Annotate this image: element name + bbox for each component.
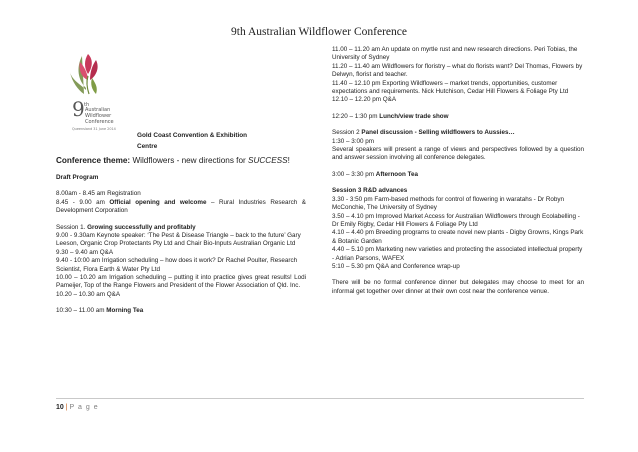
- opening-line: [56, 199, 306, 216]
- session1-title: Growing successfully and profitably: [87, 223, 196, 231]
- session3-item: 4.40 – 5.10 pm Marketing new varieties and protecting the associated intellectual property - Adrian Parsons, WAFEX: [332, 246, 583, 262]
- page-footer: [56, 404, 99, 411]
- session1-item: 9.30 – 9.40 am Q&A: [56, 248, 114, 256]
- session1-item: 10.00 – 10.20 am Irrigation scheduling – putting it into practice gives great results! Lodi Pameijer, Top of the Range Flowers and President of the Flower Association of Qld. Inc.: [56, 274, 306, 290]
- session2-description: Several speakers will present a range of views and perspectives followed by a question and answer session involving all conference delegates.: [332, 146, 584, 162]
- flower-graphic: [70, 54, 98, 94]
- lunch-title: Lunch/view trade show: [379, 112, 449, 120]
- session3-heading: Session 3 R&D advances: [332, 187, 408, 195]
- program-item: 11.20 – 11.40 am Wildflowers for floristry – what do florists want? Del Thomas, Flowers by Delwyn, florist and teacher.: [332, 62, 583, 79]
- session3-item: 3.50 – 4.10 pm Improved Market Access for Australian Wildflowers through Ecolabelling - Dr Emily Rigby, Cedar Hill Flowers & Foliage Pty Ltd: [332, 212, 580, 228]
- conference-theme: [56, 155, 306, 166]
- afternoon-tea-time: 3:00 – 3:30 pm: [332, 170, 376, 178]
- theme-label: Conference theme:: [56, 156, 131, 165]
- lunch-line: [332, 113, 584, 121]
- afternoon-tea-line: [332, 171, 584, 179]
- opening-time: 8.45 - 9.00 am: [56, 198, 110, 206]
- closing-note: There will be no formal conference dinner but delegates may choose to meet for an informal get together over dinner at their own cost near the conference venue.: [332, 279, 584, 295]
- session3-item: 3.30 - 3:50 pm Farm-based methods for control of flowering in waratahs - Dr Robyn McConchie, The University of Sydney: [332, 195, 565, 212]
- opening-title: Official opening and welcome: [109, 198, 207, 206]
- draft-program-heading: Draft Program: [56, 174, 99, 181]
- logo-area: [56, 46, 306, 150]
- afternoon-tea-title: Afternoon Tea: [375, 170, 418, 178]
- session2-title: Panel discussion - Selling wildflowers to Aussies…: [361, 129, 515, 137]
- page-label: P a g e: [69, 404, 99, 411]
- session1-heading: [56, 224, 306, 232]
- theme-end: !: [287, 156, 290, 165]
- conference-logo: [62, 50, 132, 140]
- footer-divider: [56, 398, 584, 399]
- opening-rest: – Rural Industries Research & Development Corporation: [56, 198, 306, 215]
- session2-time: 1:30 – 3:00 pm: [332, 137, 375, 145]
- logo-ordinal: th: [84, 102, 90, 108]
- logo-date: Queensland 31 June 2014: [72, 127, 116, 131]
- program-item: 11.00 – 11.20 am An update on myrtle rust and new research directions. Peri Tobias, the University of Sydney: [332, 46, 578, 62]
- registration-line: 8.00am - 8.45 am Registration: [56, 190, 141, 198]
- session1-item: 10.20 – 10.30 am Q&A: [56, 290, 121, 298]
- left-column: [56, 46, 306, 316]
- program-item: 12.10 – 12.20 pm Q&A: [332, 96, 397, 104]
- theme-text: Wildflowers - new directions for: [130, 156, 249, 165]
- morning-tea-title: Morning Tea: [106, 307, 144, 315]
- session1-item: 9.40 - 10:00 am Irrigation scheduling – how does it work? Dr Rachel Poulter, Research Scientist, Flora Earth & Water Pty Ltd: [56, 257, 298, 273]
- venue-name: Gold Coast Convention & Exhibition Centre: [137, 132, 248, 150]
- logo-line3: Conference: [85, 119, 114, 125]
- session3-item: 4.10 – 4.40 pm Breeding programs to create novel new plants - Digby Growns, Kings Park & Botanic Garden: [332, 229, 584, 245]
- footer-separator: |: [65, 404, 68, 411]
- session1-label: Session 1.: [56, 223, 88, 231]
- page-number: 10: [56, 404, 64, 411]
- logo-numeral: 9: [72, 97, 85, 121]
- logo-line1: Australian: [85, 107, 111, 113]
- morning-tea-line: [56, 307, 306, 315]
- session1-item: 9.00 - 9.30am Keynote speaker: ‘The Pest & Disease Triangle – back to the future’ Gary Leeson, Organic Crop Protectants Pty Ltd and Chair Bio-Inputs Australian Organic Ltd: [56, 232, 301, 248]
- morning-tea-time: 10:30 – 11.00 am: [56, 307, 107, 315]
- session2-heading: [332, 129, 584, 137]
- session3-item: 5:10 – 5.30 pm Q&A and Conference wrap-up: [332, 262, 460, 270]
- theme-emphasis: SUCCESS: [248, 156, 288, 165]
- session2-label: Session 2: [332, 129, 362, 137]
- logo-line2: Wildflower: [85, 113, 112, 119]
- lunch-time: 12:20 – 1:30 pm: [332, 112, 380, 120]
- right-column: [332, 46, 584, 296]
- program-item: 11.40 – 12.10 pm Exporting Wildflowers – market trends, opportunities, customer expectations and requirements. Nick Hutchison, Cedar Hill Flowers & Foliage Pty Ltd: [332, 79, 569, 96]
- page-header-title: 9th Australian Wildflower Conference: [231, 26, 407, 38]
